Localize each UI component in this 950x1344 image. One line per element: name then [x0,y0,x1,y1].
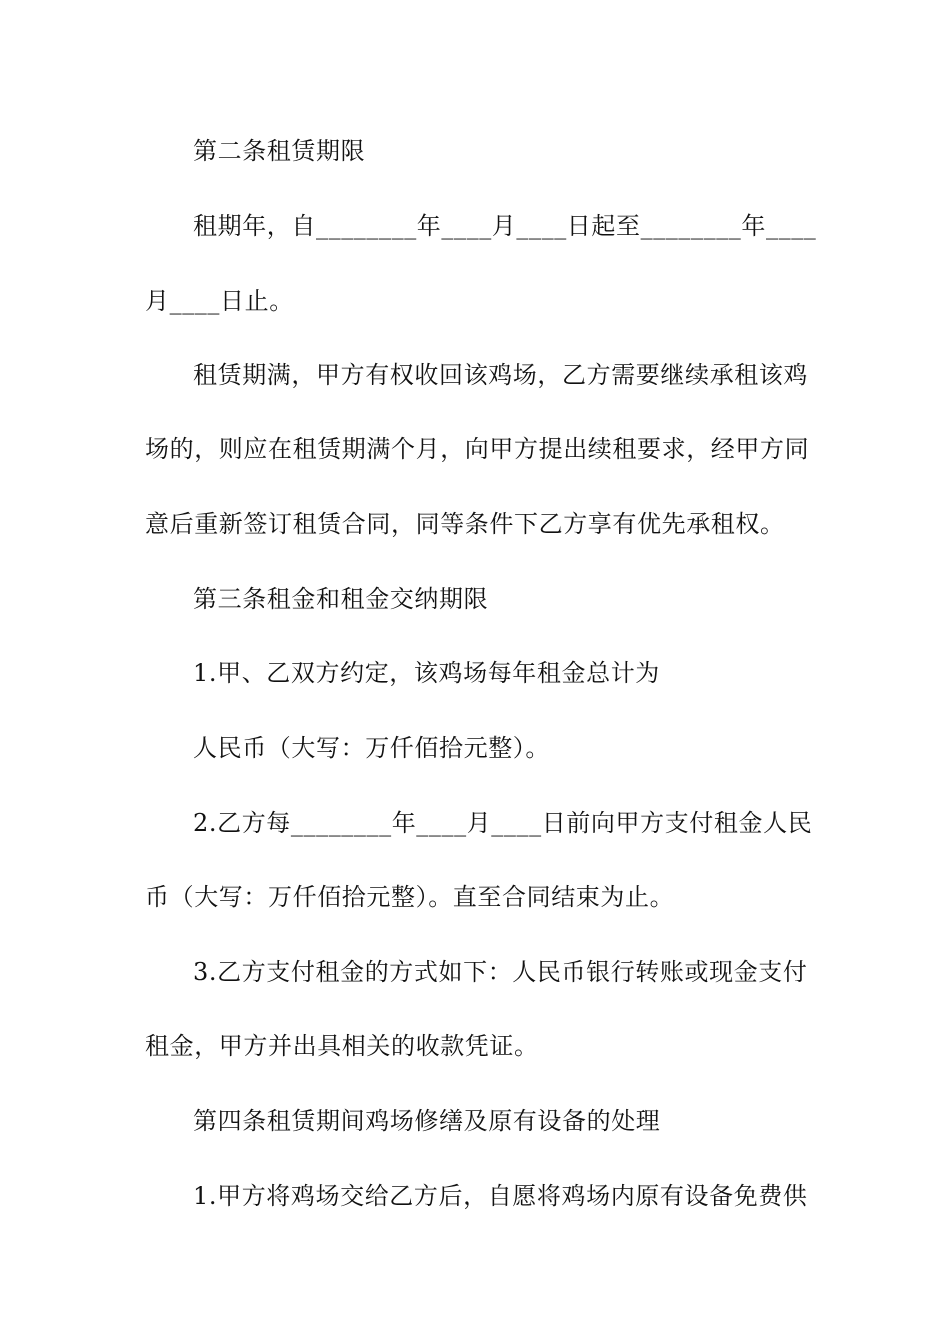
paragraph-line: 人民币（大写：万仟佰拾元整）。 [193,734,550,762]
paragraph-line: 意后重新签订租赁合同，同等条件下乙方享有优先承租权。 [145,510,785,538]
paragraph-line: 1.甲方将鸡场交给乙方后，自愿将鸡场内原有设备免费供 [193,1182,808,1210]
paragraph-line: 月____日止。 [145,287,294,315]
paragraph-line: 租赁期满，甲方有权收回该鸡场，乙方需要继续承租该鸡 [193,361,808,389]
paragraph-line: 租期年，自________年____月____日起至________年____ [193,212,817,240]
paragraph-line: 租金，甲方并出具相关的收款凭证。 [145,1032,539,1060]
paragraph-line: 1.甲、乙双方约定，该鸡场每年租金总计为 [193,659,660,687]
paragraph-line: 3.乙方支付租金的方式如下：人民币银行转账或现金支付 [193,958,808,986]
paragraph-line: 场的，则应在租赁期满个月，向甲方提出续租要求，经甲方同 [145,435,810,463]
section-heading-rent: 第三条租金和租金交纳期限 [193,585,489,613]
paragraph-line: 2.乙方每________年____月____日前向甲方支付租金人民 [193,809,813,837]
section-heading-repairs: 第四条租赁期间鸡场修缮及原有设备的处理 [193,1107,661,1135]
paragraph-line: 币（大写：万仟佰拾元整）。直至合同结束为止。 [145,883,675,911]
section-heading-lease-term: 第二条租赁期限 [193,137,366,165]
